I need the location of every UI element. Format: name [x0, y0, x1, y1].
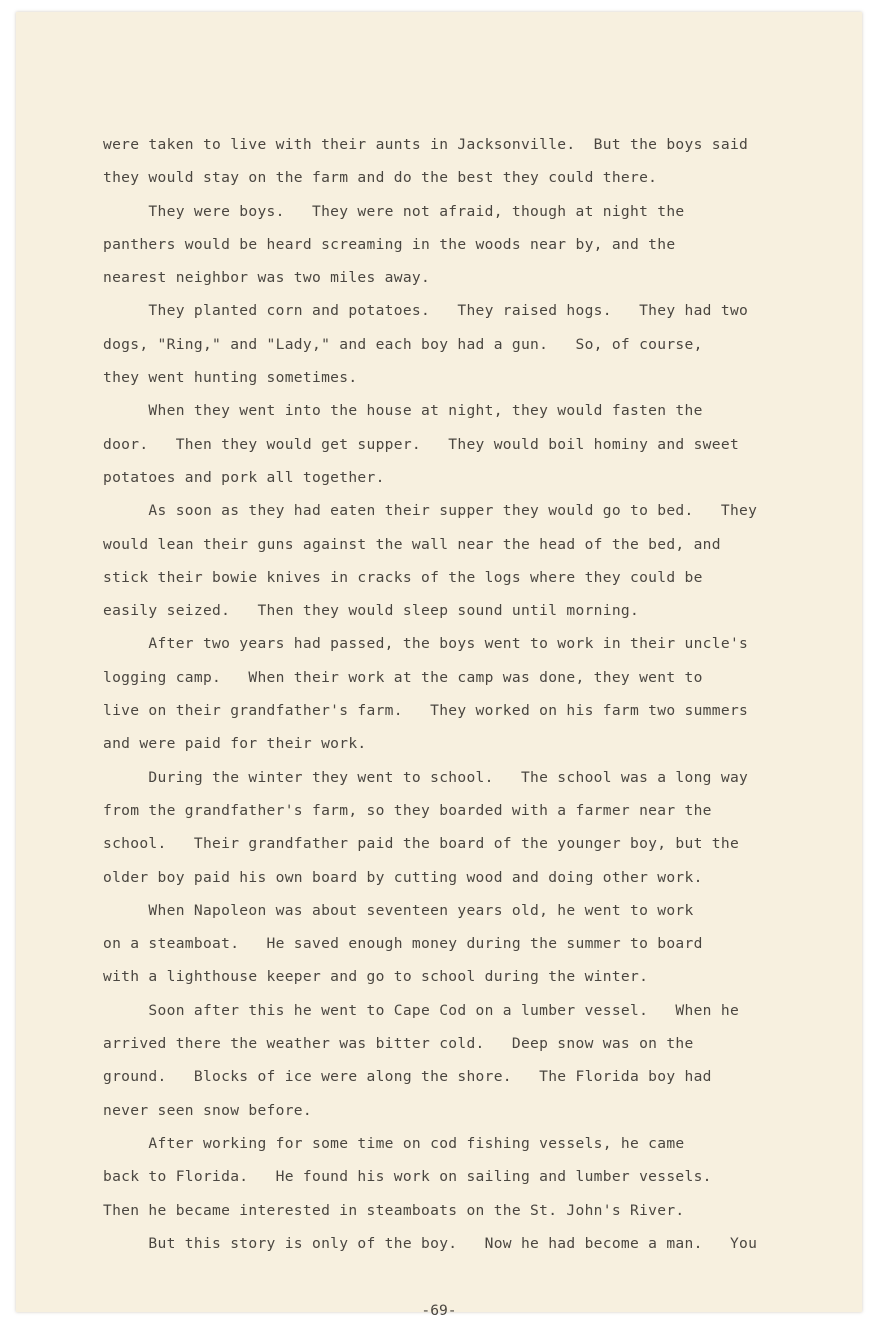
text-line: dogs, "Ring," and "Lady," and each boy had a gun. So, of course,	[103, 335, 703, 353]
text-line: they went hunting sometimes.	[103, 369, 358, 387]
typed-page	[16, 12, 862, 1319]
text-line: they would stay on the farm and do the best they could there.	[103, 169, 658, 187]
text-line: They were boys. They were not afraid, though at night the	[103, 202, 685, 220]
text-line: panthers would be heard screaming in the woods near by, and the	[103, 235, 676, 253]
text-line: would lean their guns against the wall near the head of the bed, and	[103, 535, 721, 553]
text-line: live on their grandfather's farm. They worked on his farm two summers	[103, 702, 749, 720]
text-line: But this story is only of the boy. Now he had become a man. You	[103, 1234, 758, 1252]
text-line: logging camp. When their work at the camp was done, they went to	[103, 668, 703, 686]
text-line: When they went into the house at night, they would fasten the	[103, 402, 703, 420]
page-number: -69-	[421, 1302, 457, 1319]
text-line: They planted corn and potatoes. They raised hogs. They had two	[103, 302, 749, 320]
text-line: After two years had passed, the boys went to work in their uncle's	[103, 635, 749, 653]
text-line: were taken to live with their aunts in Jacksonville. But the boys said	[103, 136, 749, 153]
text-line: After working for some time on cod fishing vessels, he came	[103, 1134, 685, 1152]
text-line: older boy paid his own board by cutting wood and doing other work.	[103, 868, 703, 886]
text-line: and were paid for their work.	[103, 735, 367, 753]
text-line: Soon after this he went to Cape Cod on a lumber vessel. When he	[103, 1001, 740, 1019]
text-line: arrived there the weather was bitter cold. Deep snow was on the	[103, 1035, 694, 1053]
text-line: nearest neighbor was two miles away.	[103, 269, 431, 287]
text-line: school. Their grandfather paid the board of the younger boy, but the	[103, 835, 740, 853]
text-line: As soon as they had eaten their supper they would go to bed. They	[103, 502, 758, 520]
text-line: stick their bowie knives in cracks of the logs where they could be	[103, 568, 703, 586]
typed-text-body	[103, 128, 833, 1260]
text-line: During the winter they went to school. The school was a long way	[103, 768, 749, 786]
text-line: back to Florida. He found his work on sailing and lumber vessels.	[103, 1168, 712, 1186]
text-line: Then he became interested in steamboats on the St. John's River.	[103, 1201, 685, 1219]
text-line: from the grandfather's farm, so they boarded with a farmer near the	[103, 801, 712, 819]
text-line: ground. Blocks of ice were along the shore. The Florida boy had	[103, 1068, 712, 1086]
text-line: with a lighthouse keeper and go to school during the winter.	[103, 968, 649, 986]
text-line: When Napoleon was about seventeen years old, he went to work	[103, 901, 694, 919]
text-line: on a steamboat. He saved enough money during the summer to board	[103, 935, 703, 953]
text-line: easily seized. Then they would sleep sound until morning.	[103, 602, 640, 620]
text-line: door. Then they would get supper. They would boil hominy and sweet	[103, 435, 740, 453]
text-line: potatoes and pork all together.	[103, 468, 385, 486]
text-line: never seen snow before.	[103, 1101, 312, 1119]
